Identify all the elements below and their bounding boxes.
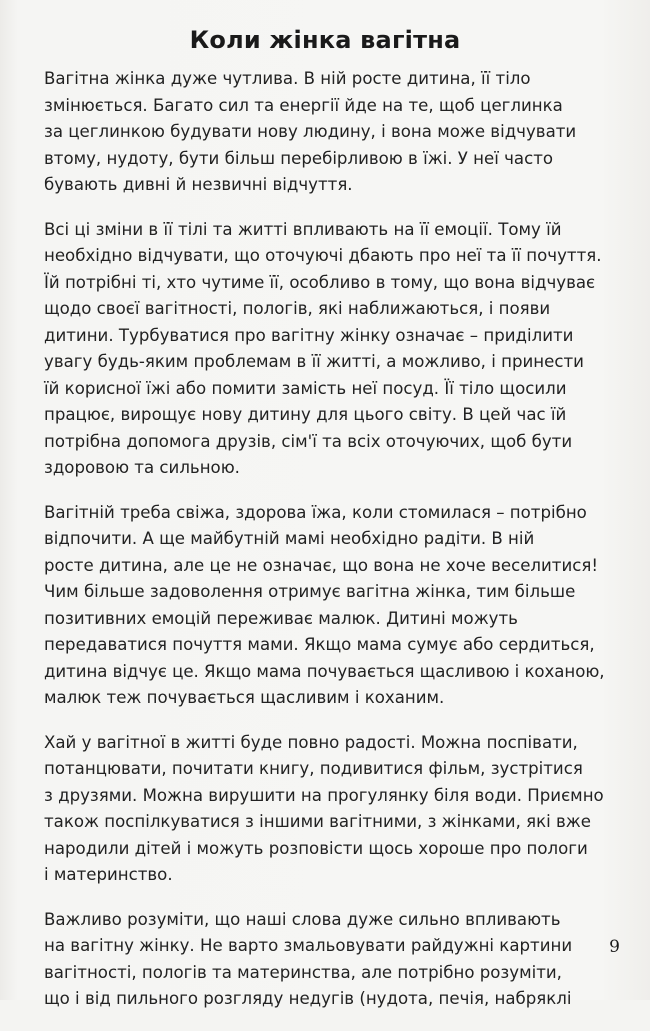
text-line: Чим більше задоволення отримує вагітна жінка, тим більше <box>44 582 576 601</box>
page-number: 9 <box>609 937 620 957</box>
text-line: на вагітну жінку. Не варто змальовувати райдужні картини <box>44 936 573 955</box>
text-line: Вагітна жінка дуже чутлива. В ній росте дитина, її тіло <box>44 69 531 88</box>
text-line: необхідно відчувати, що оточуючі дбають про неї та її почуття. <box>44 246 602 265</box>
paragraph-2 <box>44 217 604 482</box>
paragraph-3 <box>44 500 604 712</box>
text-line: росте дитина, але це не означає, що вона не хоче веселитися! <box>44 555 599 575</box>
text-line: також поспілкуватися з іншими вагітними, з жінками, які вже <box>44 812 591 831</box>
text-line: потрібна допомога друзів, сім'ї та всіх оточуючих, щоб бути <box>44 431 573 451</box>
text-line: за цеглинкою будувати нову людину, і вона може відчувати <box>44 122 577 141</box>
text-line: вагітності, пологів та материнства, але потрібно розуміти, <box>44 962 562 982</box>
text-line: що і від пильного розгляду недугів (нудота, печія, набряклі <box>44 989 572 1008</box>
text-line: Вагітній треба свіжа, здорова їжа, коли стомилася – потрібно <box>44 502 587 522</box>
paragraph-4 <box>44 730 604 889</box>
text-line: малюк теж почувається щасливим і коханим. <box>44 688 445 707</box>
text-line: змінюється. Багато сил та енергії йде на те, щоб цеглинка <box>44 95 563 115</box>
text-line: Всі ці зміни в її тілі та житті впливають на її емоції. Тому їй <box>44 219 562 239</box>
text-line: здоровою та сильною. <box>44 458 240 477</box>
text-line: дитини. Турбуватися про вагітну жінку означає – приділити <box>44 325 574 345</box>
paragraph-5 <box>44 907 604 1013</box>
text-line: Їй потрібні ті, хто чутиме її, особливо в тому, що вона відчуває <box>44 272 596 292</box>
text-line: втому, нудоту, бути більш перебірливою в їжі. У неї часто <box>44 148 554 168</box>
text-line: бувають дивні й незвичні відчуття. <box>44 175 353 194</box>
text-line: їй корисної їжі або помити замість неї посуд. Її тіло щосили <box>44 378 567 398</box>
text-line: і материнство. <box>44 865 173 884</box>
text-line: дитина відчує це. Якщо мама почувається щасливою і коханою, <box>44 661 605 681</box>
page-title: Коли жінка вагітна <box>189 26 461 54</box>
paragraph-1 <box>44 66 604 199</box>
text-line: народили дітей і можуть розповісти щось хороше про пологи <box>44 838 588 858</box>
text-line: щодо своєї вагітності, пологів, які наближаються, і появи <box>44 299 551 318</box>
body-text <box>44 66 604 1031</box>
text-line: з друзями. Можна вирушити на прогулянку біля води. Приємно <box>44 785 604 805</box>
text-line: Важливо розуміти, що наші слова дуже сильно впливають <box>44 909 561 929</box>
text-line: увагу будь-яким проблемам в її житті, а можливо, і принести <box>44 352 584 371</box>
text-line: відпочити. А ще майбутній мамі необхідно радіти. В ній <box>44 529 535 548</box>
text-line: Хай у вагітної в житті буде повно радості. Можна поспівати, <box>44 732 578 752</box>
text-line: працює, вирощує нову дитину для цього світу. В цей час їй <box>44 405 567 424</box>
text-line: позитивних емоцій переживає малюк. Дитині можуть <box>44 608 518 628</box>
text-line: передаватися почуття мами. Якщо мама сумує або сердиться, <box>44 635 595 654</box>
text-line: потанцювати, почитати книгу, подивитися фільм, зустрітися <box>44 759 583 778</box>
